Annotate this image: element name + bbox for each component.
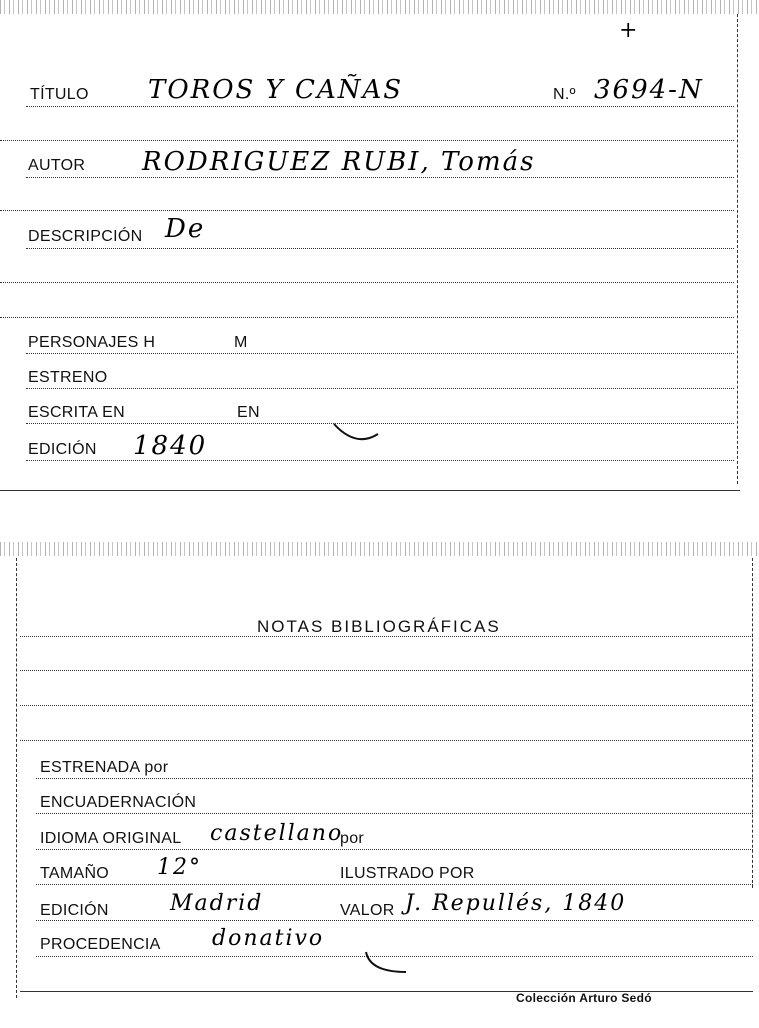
- idioma-line: [36, 849, 753, 850]
- edicion-line: [26, 460, 734, 461]
- spacer-line-1: [0, 140, 734, 141]
- titulo-label: TÍTULO: [30, 86, 89, 103]
- escrita-en-label: EN: [237, 404, 260, 421]
- descripcion-value: De: [165, 214, 206, 244]
- titulo-line: [26, 106, 734, 107]
- personajes-m-label: M: [234, 334, 248, 351]
- edicion-label: EDICIÓN: [28, 441, 97, 458]
- procedencia-label: PROCEDENCIA: [40, 936, 161, 953]
- scan-noise-top: [0, 0, 759, 14]
- descripcion-line-2: [0, 282, 734, 283]
- estrenada-label: ESTRENADA por: [40, 759, 169, 776]
- edicion-value: 1840: [133, 431, 208, 461]
- edicion-back-line: [36, 920, 753, 921]
- notas-line-3: [20, 705, 753, 706]
- descripcion-line-3: [0, 317, 734, 318]
- card-front-bottom-edge: [0, 490, 740, 491]
- estrenada-line: [36, 778, 753, 779]
- descripcion-line: [26, 248, 734, 249]
- valor-label: VALOR: [340, 902, 395, 919]
- tamano-value: 12°: [157, 855, 202, 880]
- punch-hole-arc: [330, 420, 382, 444]
- estreno-label: ESTRENO: [28, 369, 108, 386]
- numero-label: N.º: [553, 86, 576, 103]
- notas-line-2: [20, 670, 753, 671]
- coleccion-stamp: Colección Arturo Sedó: [516, 991, 652, 1005]
- notas-title: NOTAS BIBLIOGRÁFICAS: [257, 617, 501, 636]
- edicion-back-value: Madrid: [170, 891, 264, 916]
- ilustrado-label: ILUSTRADO POR: [340, 865, 475, 882]
- descripcion-label: DESCRIPCIÓN: [28, 228, 143, 245]
- estreno-line: [26, 388, 734, 389]
- tamano-line: [36, 884, 753, 885]
- numero-value: 3694-N: [594, 75, 704, 105]
- personajes-label: PERSONAJES H: [28, 334, 156, 351]
- card-back-right-edge: [752, 558, 753, 888]
- autor-value: RODRIGUEZ RUBI, Tomás: [142, 147, 536, 177]
- edicion-back-label: EDICIÓN: [40, 902, 109, 919]
- encuadernacion-label: ENCUADERNACIÓN: [40, 794, 197, 811]
- notas-line-4: [20, 740, 753, 741]
- procedencia-value: donativo: [212, 926, 325, 951]
- catalog-card-front: [0, 0, 759, 492]
- cross-mark: +: [619, 18, 640, 43]
- valor-value: J. Repullés, 1840: [405, 891, 627, 916]
- catalog-card-back: [0, 540, 759, 1028]
- notas-line-1: [20, 636, 753, 637]
- card-right-edge: [737, 14, 738, 484]
- tamano-label: TAMAÑO: [40, 865, 110, 882]
- autor-label: AUTOR: [28, 157, 86, 174]
- idioma-value: castellano: [210, 821, 344, 846]
- autor-line: [26, 177, 734, 178]
- titulo-value: TOROS Y CAÑAS: [148, 75, 404, 105]
- escrita-label: ESCRITA EN: [28, 404, 125, 421]
- encuadernacion-line: [36, 813, 753, 814]
- scan-noise-bottom: [0, 542, 759, 556]
- card-left-edge: [16, 558, 17, 998]
- idioma-label: IDIOMA ORIGINAL: [40, 830, 182, 847]
- personajes-line: [26, 353, 734, 354]
- punch-hole-arc-back: [360, 948, 410, 978]
- idioma-suffix: por: [340, 830, 365, 847]
- spacer-line-2: [0, 210, 734, 211]
